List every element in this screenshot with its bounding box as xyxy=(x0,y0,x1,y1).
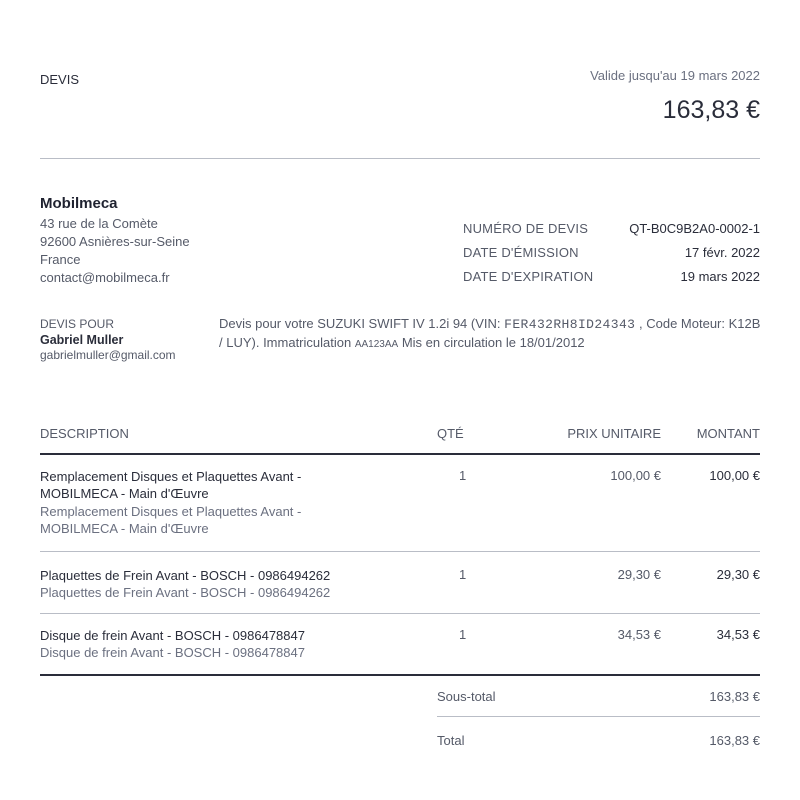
expiry-date-value: 19 mars 2022 xyxy=(680,269,760,284)
company-email: contact@mobilmeca.fr xyxy=(40,270,170,285)
company-name: Mobilmeca xyxy=(40,195,118,212)
document-type: DEVIS xyxy=(40,72,80,87)
quote-number-value: QT-B0C9B2A0-0002-1 xyxy=(629,221,760,236)
subtotal-label: Sous-total xyxy=(437,689,496,704)
row-2-amount: 29,30 € xyxy=(716,567,760,582)
total-label: Total xyxy=(437,733,465,748)
row-3-subtitle: Disque de frein Avant - BOSCH - 0986478847 xyxy=(40,645,305,660)
row-2-unit-price: 29,30 € xyxy=(617,567,661,582)
quote-number-label: NUMÉRO DE DEVIS xyxy=(463,221,589,236)
row-3-unit-price: 34,53 € xyxy=(617,627,661,642)
vehicle-text-b: , Code Moteur: K12B / LUY). Immatriculation xyxy=(219,316,761,350)
column-header-amount: MONTANT xyxy=(696,426,760,441)
row-1-title: Remplacement Disques et Plaquettes Avant - MOBILMECA - Main d'Œuvre xyxy=(40,469,302,501)
row-1-qty: 1 xyxy=(459,468,467,483)
subtotal-divider xyxy=(437,716,760,717)
column-header-qty: QTÉ xyxy=(437,426,464,441)
column-header-unit-price: PRIX UNITAIRE xyxy=(567,426,661,441)
expiry-date-label: DATE D'EXPIRATION xyxy=(463,269,594,284)
row-1-unit-price: 100,00 € xyxy=(610,468,661,483)
row-3-amount: 34,53 € xyxy=(716,627,760,642)
header-divider xyxy=(40,158,760,159)
company-address-line2: 92600 Asnières-sur-Seine xyxy=(40,234,190,249)
row-1-amount: 100,00 € xyxy=(709,468,760,483)
valid-until: Valide jusqu'au 19 mars 2022 xyxy=(590,68,760,83)
column-header-description: DESCRIPTION xyxy=(40,426,129,441)
table-bottom-divider xyxy=(40,674,760,676)
row-divider xyxy=(40,613,760,614)
issue-date-label: DATE D'ÉMISSION xyxy=(463,245,579,260)
client-email: gabrielmuller@gmail.com xyxy=(40,348,176,362)
vehicle-text-c: Mis en circulation le 18/01/2012 xyxy=(401,335,585,350)
vehicle-plate: AA123AA xyxy=(354,339,399,350)
row-2-title: Plaquettes de Frein Avant - BOSCH - 0986494262 xyxy=(40,568,331,583)
issue-date-value: 17 févr. 2022 xyxy=(684,245,760,260)
subtotal-value: 163,83 € xyxy=(709,689,760,704)
quote-for-label: DEVIS POUR xyxy=(40,317,115,331)
row-3-title: Disque de frein Avant - BOSCH - 0986478847 xyxy=(40,628,305,643)
row-3-qty: 1 xyxy=(459,627,467,642)
row-1-subtitle: Remplacement Disques et Plaquettes Avant - MOBILMECA - Main d'Œuvre xyxy=(40,504,302,536)
row-2-subtitle: Plaquettes de Frein Avant - BOSCH - 0986494262 xyxy=(40,585,331,600)
client-name: Gabriel Muller xyxy=(40,333,124,347)
row-divider xyxy=(40,551,760,552)
table-header-divider xyxy=(40,453,760,455)
vehicle-text-a: Devis pour votre SUZUKI SWIFT IV 1.2i 94 (VIN: xyxy=(219,316,501,331)
total-value: 163,83 € xyxy=(709,733,760,748)
company-country: France xyxy=(40,252,81,267)
header-total-amount: 163,83 € xyxy=(662,96,760,124)
company-address-line1: 43 rue de la Comète xyxy=(40,216,158,231)
vehicle-vin: FER432RH8ID24343 xyxy=(504,317,636,332)
row-2-qty: 1 xyxy=(459,567,467,582)
vehicle-description xyxy=(219,315,764,354)
